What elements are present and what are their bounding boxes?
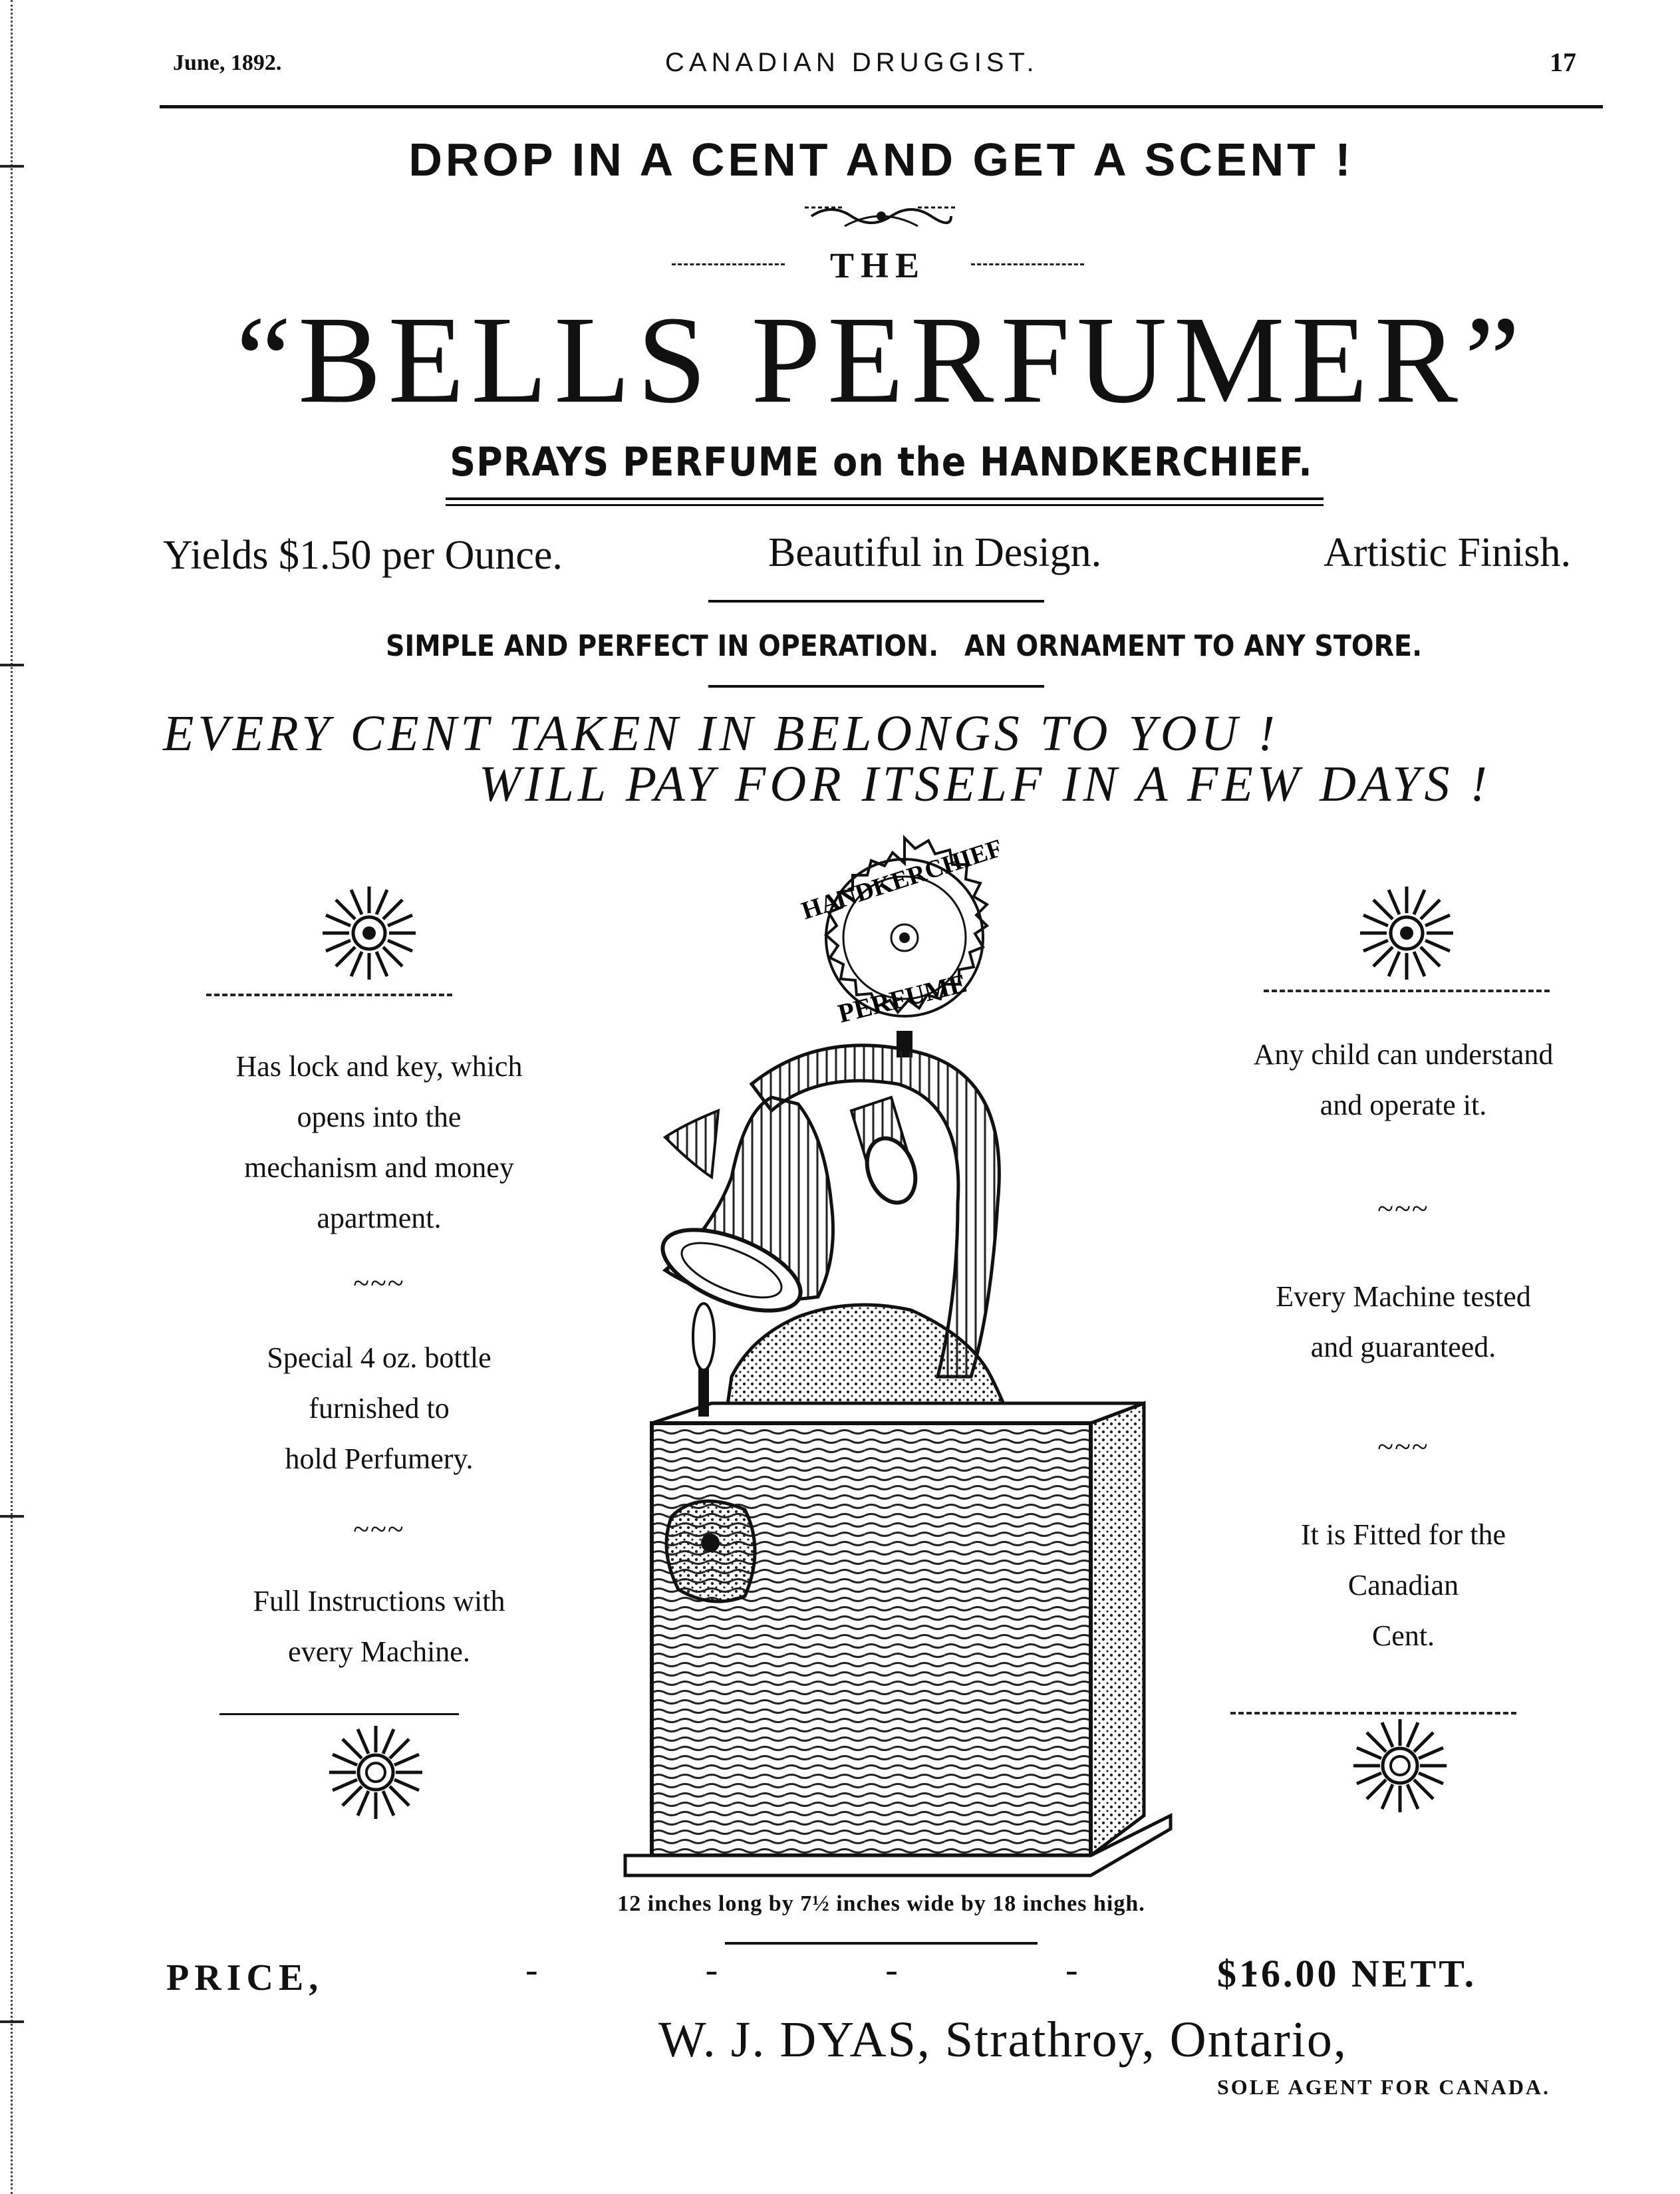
rosette-icon	[1357, 883, 1457, 983]
medallion-bottom-text: PERFUME	[835, 968, 970, 1029]
medallion-top-text: HANDKERCHIEF	[798, 834, 1006, 926]
edge-tick	[0, 2020, 24, 2023]
keyhole-plate	[666, 1501, 755, 1601]
right-column-rule-top	[1264, 990, 1550, 992]
feature-line: furnished to	[309, 1392, 450, 1425]
right-column-rule-bottom	[1230, 1712, 1516, 1714]
feature-line: opens into the	[297, 1101, 462, 1133]
feature-line: and guaranteed.	[1310, 1331, 1496, 1363]
price-leaders: - - - - -	[525, 1949, 1274, 1990]
price-amount: $16.00 NETT.	[1217, 1952, 1477, 1995]
price-rule	[725, 1942, 1038, 1945]
nozzle	[851, 1097, 924, 1210]
design-text: Beautiful in Design.	[768, 530, 1102, 575]
rosette-icon	[326, 1722, 426, 1822]
feature-line: Any child can understand	[1253, 1038, 1554, 1071]
right-feature-canadian	[1184, 1510, 1623, 1661]
left-feature-instructions	[166, 1576, 592, 1677]
price-label: PRICE,	[166, 1957, 324, 1998]
the-label: THE	[829, 245, 926, 285]
slogan-line-1: EVERY CENT TAKEN IN BELONGS TO YOU !	[163, 706, 1279, 761]
rosette-icon	[1350, 1716, 1450, 1816]
the-leader-left	[672, 263, 785, 265]
feature-line: apartment.	[317, 1202, 442, 1234]
perfumer-machine-illustration	[599, 831, 1197, 1882]
binding-edge	[0, 0, 13, 2194]
headline: DROP IN A CENT AND GET A SCENT !	[408, 134, 1354, 186]
scroll-ornament	[805, 200, 958, 233]
feature-line: Every Machine tested	[1276, 1280, 1531, 1313]
operation-rule-bottom	[708, 685, 1044, 688]
swung-dash: ~~~	[353, 1267, 405, 1300]
slogan-line-2: WILL PAY FOR ITSELF IN A FEW DAYS !	[479, 756, 1491, 812]
right-feature-child	[1184, 1029, 1623, 1131]
swung-dash: ~~~	[1377, 1192, 1429, 1225]
rosette-icon	[319, 883, 419, 983]
feature-line: Cent.	[1371, 1619, 1435, 1652]
bell	[652, 1097, 833, 1327]
subhead-rule-2	[446, 504, 1324, 506]
finish-text: Artistic Finish.	[1324, 530, 1572, 575]
page-number: 17	[1550, 47, 1576, 77]
dimensions-caption: 12 inches long by 7½ inches wide by 18 inches high.	[617, 1891, 1145, 1916]
product-name: “BELLS PERFUMER”	[235, 290, 1527, 429]
edge-tick	[0, 165, 24, 168]
feature-line: Has lock and key, which	[235, 1050, 523, 1083]
operation-rule-top	[708, 600, 1044, 603]
feature-line: It is Fitted for the	[1301, 1518, 1506, 1551]
header-rule	[160, 105, 1603, 108]
yields-text: Yields $1.50 per Ounce.	[163, 533, 563, 578]
swung-dash: ~~~	[353, 1513, 405, 1546]
feature-line: mechanism and money	[244, 1151, 514, 1184]
feature-line: Full Instructions with	[253, 1585, 505, 1617]
left-column-rule-bottom	[219, 1713, 459, 1715]
right-feature-tested	[1184, 1272, 1623, 1373]
issue-date: June, 1892.	[173, 51, 282, 75]
swung-dash: ~~~	[1377, 1431, 1429, 1463]
agent-name: W. J. DYAS, Strathroy, Ontario,	[658, 2012, 1347, 2068]
coin-lever	[693, 1303, 714, 1417]
simple-text: SIMPLE AND PERFECT IN OPERATION.	[386, 629, 939, 663]
feature-line: Canadian	[1347, 1569, 1459, 1601]
the-leader-right	[971, 263, 1084, 265]
feature-line: and operate it.	[1320, 1089, 1487, 1121]
edge-tick	[0, 664, 24, 666]
subhead: SPRAYS PERFUME on the HANDKERCHIEF.	[450, 439, 1313, 485]
agent-role: SOLE AGENT FOR CANADA.	[1217, 2075, 1551, 2099]
feature-line: every Machine.	[288, 1635, 470, 1668]
left-feature-bottle	[166, 1333, 592, 1484]
left-feature-lock	[166, 1041, 592, 1244]
ornament-text: AN ORNAMENT TO ANY STORE.	[964, 629, 1423, 663]
edge-tick	[0, 1515, 24, 1518]
feature-line: hold Perfumery.	[285, 1442, 474, 1475]
feature-line: Special 4 oz. bottle	[267, 1341, 491, 1374]
subhead-rule-1	[446, 497, 1324, 500]
journal-title: CANADIAN DRUGGIST.	[665, 48, 1039, 77]
left-column-rule-top	[206, 994, 452, 996]
